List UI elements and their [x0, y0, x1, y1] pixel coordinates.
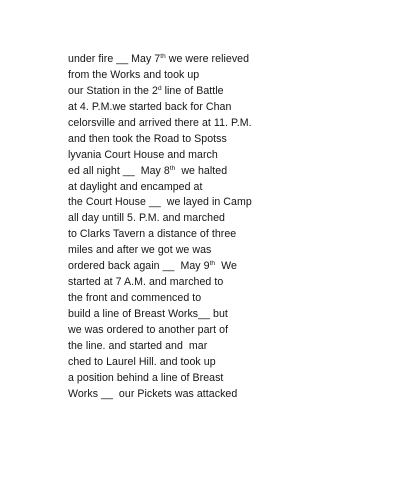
text-line: started at 7 A.M. and marched to	[68, 276, 224, 289]
text-line: under fire __ May 7th we were relieved	[68, 53, 250, 65]
text-line: we was ordered to another part of	[68, 323, 229, 336]
text-line: lyvania Court House and march	[68, 148, 218, 161]
text-line: build a line of Breast Works__ but	[68, 308, 228, 320]
text-line: miles and after we got we was	[68, 244, 212, 257]
text-line: ched to Laurel Hill. and took up	[68, 355, 216, 368]
text-line: from the Works and took up	[68, 68, 200, 81]
text-line: the Court House __ we layed in Camp	[68, 196, 252, 209]
text-line: celorsville and arrived there at 11. P.M.	[68, 116, 252, 129]
text-line: and then took the Road to Spotss	[68, 132, 227, 145]
text-line: ed all night __ May 8th we halted	[68, 164, 228, 177]
text-line: our Station in the 2$^d$ line of Battle	[68, 84, 224, 97]
text-line: the line. and started and mar	[68, 339, 208, 352]
text-line: to Clarks Tavern a distance of three	[68, 228, 237, 241]
text-line: all day untill 5. P.M. and marched	[68, 212, 225, 225]
transcription-text	[68, 52, 368, 403]
text-line: Works __ our Pickets was attacked	[68, 387, 238, 400]
text-line: a position behind a line of Breast	[68, 371, 224, 384]
text-line: at daylight and encamped at	[68, 180, 203, 193]
text-line: at 4. P.M.we started back for Chan	[68, 100, 232, 113]
text-line: the front and commenced to	[68, 292, 202, 305]
text-line: ordered back again __ May 9th We	[68, 260, 237, 273]
